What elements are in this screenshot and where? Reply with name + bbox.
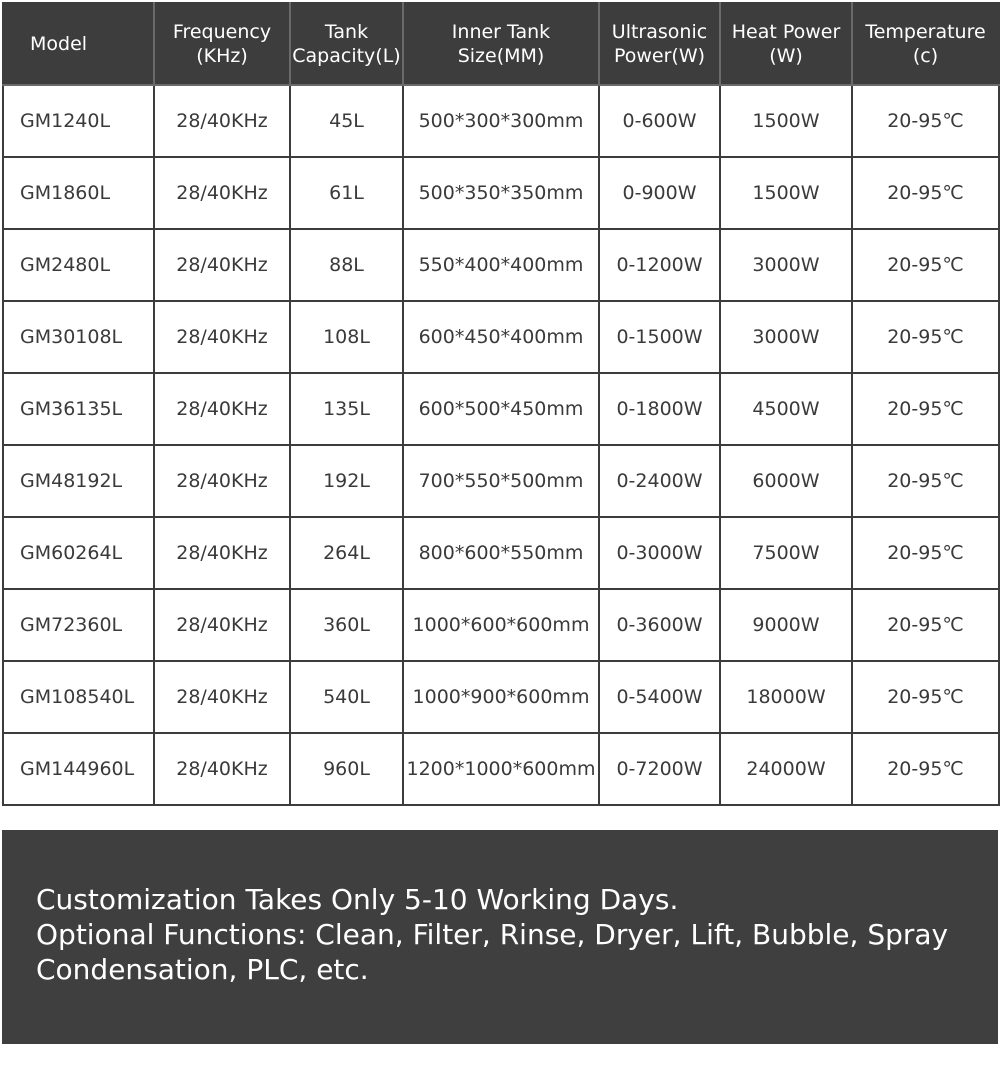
- frequency-cell: 28/40KHz: [154, 661, 290, 733]
- tank-capacity-cell: 360L: [290, 589, 403, 661]
- heat-power-cell: 18000W: [720, 661, 852, 733]
- inner-tank-size-cell: 1000*900*600mm: [403, 661, 599, 733]
- model-cell: GM30108L: [3, 301, 154, 373]
- heat-power-cell: 7500W: [720, 517, 852, 589]
- header-row: [3, 3, 999, 85]
- header-inner-tank-size: [403, 3, 599, 85]
- temperature-cell: 20-95℃: [852, 733, 999, 805]
- header-inner-tank-size-line: Size(MM): [457, 45, 545, 67]
- table-row: [3, 733, 999, 805]
- temperature-cell: 20-95℃: [852, 589, 999, 661]
- ultrasonic-power-cell: 0-3000W: [599, 517, 720, 589]
- ultrasonic-power-cell: 0-7200W: [599, 733, 720, 805]
- heat-power-cell: 6000W: [720, 445, 852, 517]
- frequency-cell: 28/40KHz: [154, 157, 290, 229]
- temperature-cell: 20-95℃: [852, 229, 999, 301]
- ultrasonic-power-cell: 0-1800W: [599, 373, 720, 445]
- footer-line-customization: Customization Takes Only 5-10 Working Days.: [36, 883, 679, 916]
- ultrasonic-power-cell: 0-900W: [599, 157, 720, 229]
- header-model: [3, 3, 154, 85]
- header-heat-power-line: (W): [769, 45, 803, 67]
- header-model-line: Model: [30, 33, 88, 55]
- inner-tank-size-cell: 600*450*400mm: [403, 301, 599, 373]
- heat-power-cell: 3000W: [720, 301, 852, 373]
- frequency-cell: 28/40KHz: [154, 373, 290, 445]
- tank-capacity-cell: 264L: [290, 517, 403, 589]
- frequency-cell: 28/40KHz: [154, 85, 290, 157]
- temperature-cell: 20-95℃: [852, 301, 999, 373]
- footer-panel: [2, 830, 998, 1044]
- header-ultrasonic-power: [599, 3, 720, 85]
- ultrasonic-power-cell: 0-2400W: [599, 445, 720, 517]
- header-ultrasonic-power-line: Ultrasonic: [611, 21, 708, 43]
- footer-text: [36, 882, 968, 987]
- header-temperature: [852, 3, 999, 85]
- header-frequency-line: (KHz): [196, 45, 248, 67]
- table-row: [3, 229, 999, 301]
- temperature-cell: 20-95℃: [852, 157, 999, 229]
- frequency-cell: 28/40KHz: [154, 229, 290, 301]
- model-cell: GM2480L: [3, 229, 154, 301]
- frequency-cell: 28/40KHz: [154, 301, 290, 373]
- inner-tank-size-cell: 1000*600*600mm: [403, 589, 599, 661]
- header-frequency-line: Frequency: [172, 21, 272, 43]
- frequency-cell: 28/40KHz: [154, 589, 290, 661]
- model-cell: GM1860L: [3, 157, 154, 229]
- table-row: [3, 85, 999, 157]
- heat-power-cell: 3000W: [720, 229, 852, 301]
- header-ultrasonic-power-line: Power(W): [613, 45, 706, 67]
- footer-line-optional-functions: Optional Functions: Clean, Filter, Rinse, Dryer, Lift, Bubble, Spray: [36, 918, 949, 951]
- heat-power-cell: 1500W: [720, 85, 852, 157]
- tank-capacity-cell: 61L: [290, 157, 403, 229]
- header-heat-power-line: Heat Power: [731, 21, 841, 43]
- tank-capacity-cell: 108L: [290, 301, 403, 373]
- table-body: [3, 85, 999, 805]
- ultrasonic-power-cell: 0-600W: [599, 85, 720, 157]
- temperature-cell: 20-95℃: [852, 517, 999, 589]
- inner-tank-size-cell: 500*350*350mm: [403, 157, 599, 229]
- spec-table: [2, 2, 1000, 806]
- temperature-cell: 20-95℃: [852, 445, 999, 517]
- heat-power-cell: 4500W: [720, 373, 852, 445]
- tank-capacity-cell: 135L: [290, 373, 403, 445]
- inner-tank-size-cell: 700*550*500mm: [403, 445, 599, 517]
- header-heat-power: [720, 3, 852, 85]
- model-cell: GM48192L: [3, 445, 154, 517]
- ultrasonic-power-cell: 0-5400W: [599, 661, 720, 733]
- model-cell: GM144960L: [3, 733, 154, 805]
- tank-capacity-cell: 88L: [290, 229, 403, 301]
- header-tank-capacity-line: Tank: [324, 21, 369, 43]
- header-inner-tank-size-line: Inner Tank: [451, 21, 551, 43]
- table-row: [3, 373, 999, 445]
- header-tank-capacity-line: Capacity(L): [292, 45, 401, 67]
- header-temperature-line: Temperature: [865, 21, 986, 43]
- tank-capacity-cell: 960L: [290, 733, 403, 805]
- table-row: [3, 157, 999, 229]
- temperature-cell: 20-95℃: [852, 373, 999, 445]
- tank-capacity-cell: 540L: [290, 661, 403, 733]
- frequency-cell: 28/40KHz: [154, 733, 290, 805]
- heat-power-cell: 24000W: [720, 733, 852, 805]
- table-row: [3, 445, 999, 517]
- model-cell: GM36135L: [3, 373, 154, 445]
- model-cell: GM1240L: [3, 85, 154, 157]
- temperature-cell: 20-95℃: [852, 661, 999, 733]
- heat-power-cell: 1500W: [720, 157, 852, 229]
- model-cell: GM108540L: [3, 661, 154, 733]
- model-cell: GM72360L: [3, 589, 154, 661]
- frequency-cell: 28/40KHz: [154, 517, 290, 589]
- table-row: [3, 661, 999, 733]
- table-row: [3, 301, 999, 373]
- tank-capacity-cell: 45L: [290, 85, 403, 157]
- ultrasonic-power-cell: 0-3600W: [599, 589, 720, 661]
- inner-tank-size-cell: 600*500*450mm: [403, 373, 599, 445]
- footer-line-optional-functions-cont: Condensation, PLC, etc.: [36, 953, 369, 986]
- inner-tank-size-cell: 1200*1000*600mm: [403, 733, 599, 805]
- inner-tank-size-cell: 550*400*400mm: [403, 229, 599, 301]
- temperature-cell: 20-95℃: [852, 85, 999, 157]
- heat-power-cell: 9000W: [720, 589, 852, 661]
- model-cell: GM60264L: [3, 517, 154, 589]
- frequency-cell: 28/40KHz: [154, 445, 290, 517]
- ultrasonic-power-cell: 0-1200W: [599, 229, 720, 301]
- ultrasonic-power-cell: 0-1500W: [599, 301, 720, 373]
- table-row: [3, 589, 999, 661]
- table-header: [3, 3, 999, 85]
- tank-capacity-cell: 192L: [290, 445, 403, 517]
- table-row: [3, 517, 999, 589]
- inner-tank-size-cell: 500*300*300mm: [403, 85, 599, 157]
- header-temperature-line: (c): [912, 45, 939, 67]
- header-frequency: [154, 3, 290, 85]
- header-tank-capacity: [290, 3, 403, 85]
- inner-tank-size-cell: 800*600*550mm: [403, 517, 599, 589]
